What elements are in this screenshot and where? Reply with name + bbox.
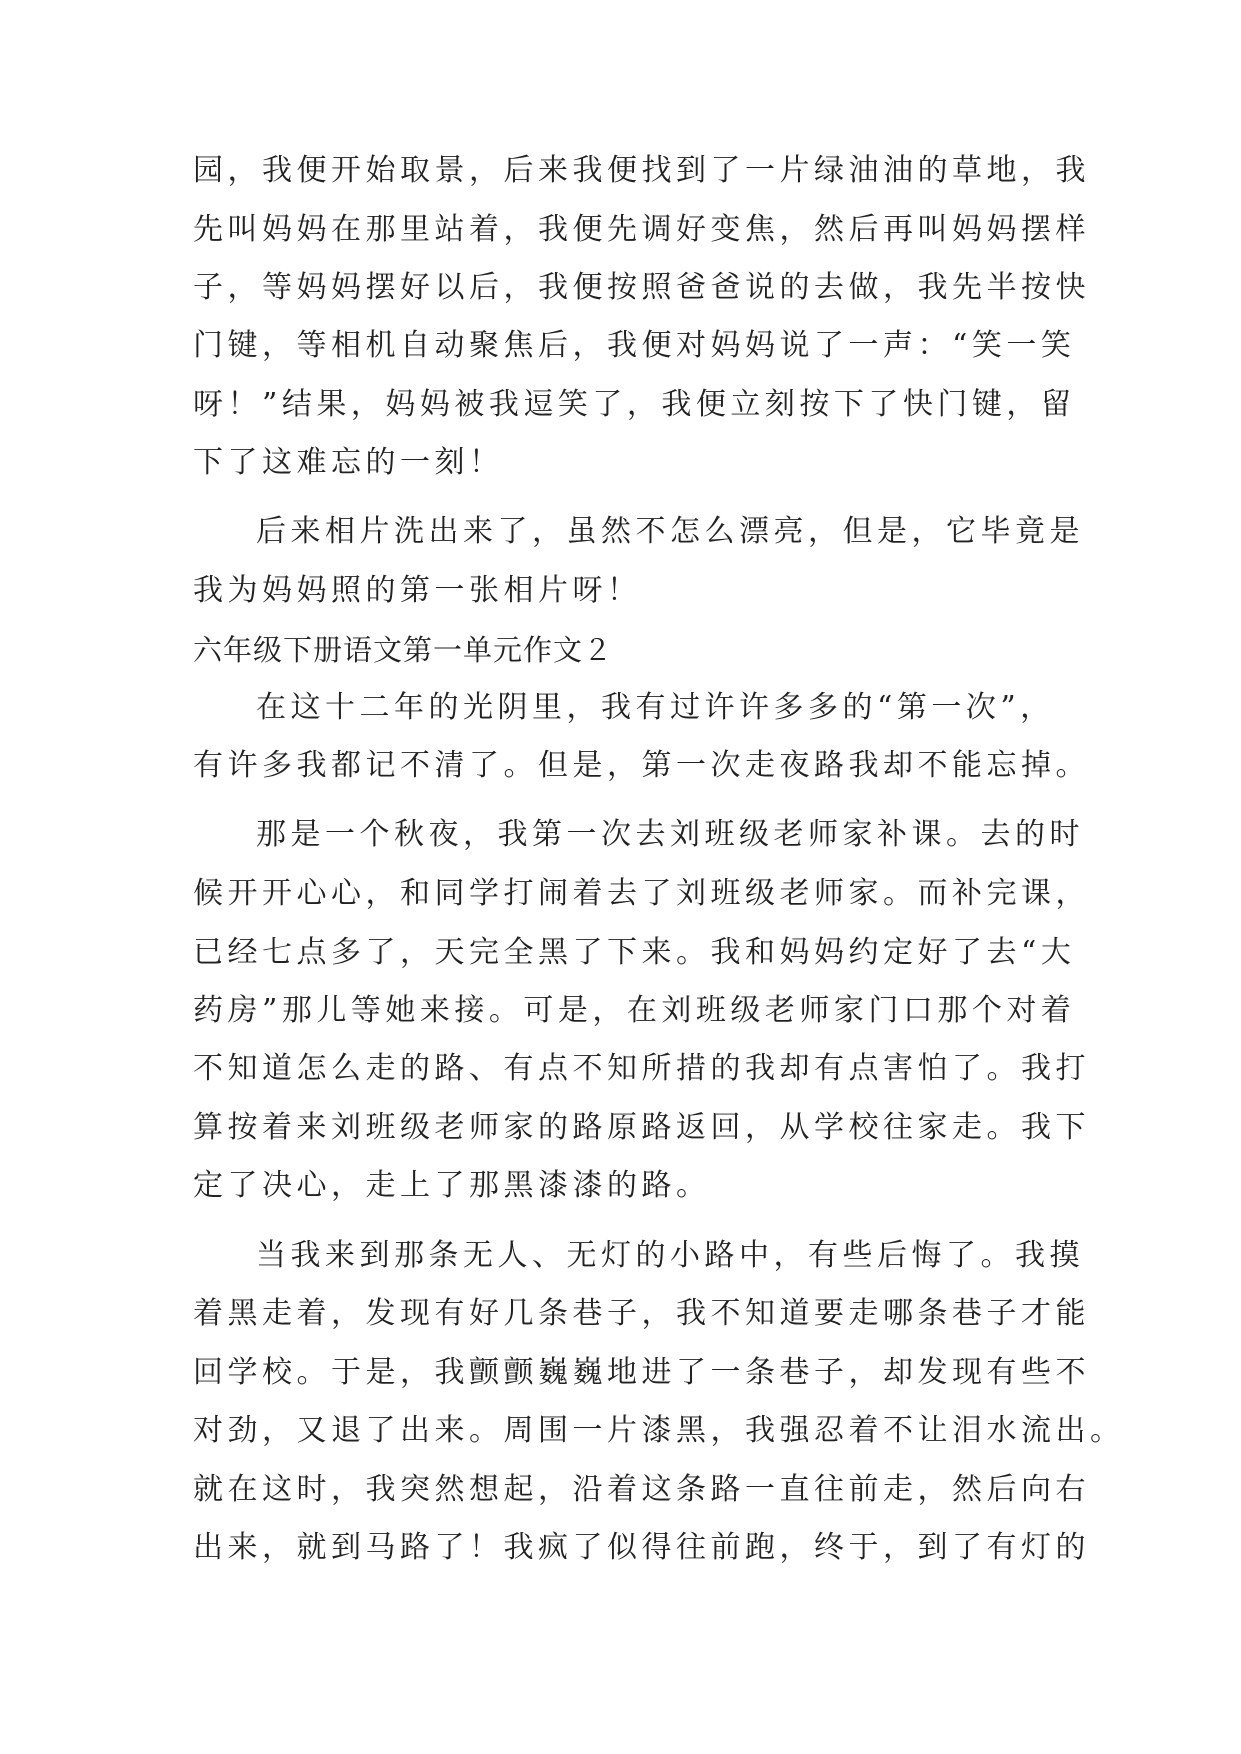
- text-line: 园，我便开始取景，后来我便找到了一片绿油油的草地，我: [193, 153, 1090, 188]
- text-line: 对劲，又退了出来。周围一片漆黑，我强忍着不让泪水流出。: [193, 1413, 1125, 1448]
- text-line: 先叫妈妈在那里站着，我便先调好变焦，然后再叫妈妈摆样: [193, 212, 1090, 247]
- text-line: 回学校。于是，我颤颤巍巍地进了一条巷子，却发现有些不: [193, 1355, 1090, 1390]
- paragraph-start-line: 后来相片洗出来了，虽然不怎么漂亮，但是，它毕竟是: [256, 514, 1084, 549]
- text-line: 子，等妈妈摆好以后，我便按照爸爸说的去做，我先半按快: [193, 270, 1090, 305]
- text-line: 算按着来刘班级老师家的路原路返回，从学校往家走。我下: [193, 1110, 1090, 1145]
- paragraph-start-line: 当我来到那条无人、无灯的小路中，有些后悔了。我摸: [256, 1238, 1084, 1273]
- text-line: 门键，等相机自动聚焦后，我便对妈妈说了一声：“笑一笑: [193, 328, 1076, 363]
- text-line: 我为妈妈照的第一张相片呀！: [193, 573, 642, 608]
- paragraph-start-line: 那是一个秋夜，我第一次去刘班级老师家补课。去的时: [256, 817, 1084, 852]
- text-line: 呀！”结果，妈妈被我逗笑了，我便立刻按下了快门键，留: [193, 387, 1076, 422]
- text-line: 下了这难忘的一刻！: [193, 445, 504, 480]
- paragraph-start-line: 在这十二年的光阴里，我有过许许多多的“第一次”，: [256, 690, 1055, 725]
- text-line: 有许多我都记不清了。但是，第一次走夜路我却不能忘掉。: [193, 748, 1090, 783]
- text-line: 药房”那儿等她来接。可是，在刘班级老师家门口那个对着: [193, 993, 1076, 1028]
- text-line: 就在这时，我突然想起，沿着这条路一直往前走，然后向右: [193, 1472, 1090, 1507]
- text-line: 不知道怎么走的路、有点不知所措的我却有点害怕了。我打: [193, 1051, 1090, 1086]
- section-heading: 六年级下册语文第一单元作文２: [193, 633, 614, 667]
- text-line: 定了决心，走上了那黑漆漆的路。: [193, 1168, 711, 1203]
- text-line: 着黑走着，发现有好几条巷子，我不知道要走哪条巷子才能: [193, 1296, 1090, 1331]
- text-line: 候开开心心，和同学打闹着去了刘班级老师家。而补完课，: [193, 876, 1090, 911]
- text-line: 已经七点多了，天完全黑了下来。我和妈妈约定好了去“大: [193, 935, 1076, 970]
- text-line: 出来，就到马路了！我疯了似得往前跑，终于，到了有灯的: [193, 1530, 1090, 1565]
